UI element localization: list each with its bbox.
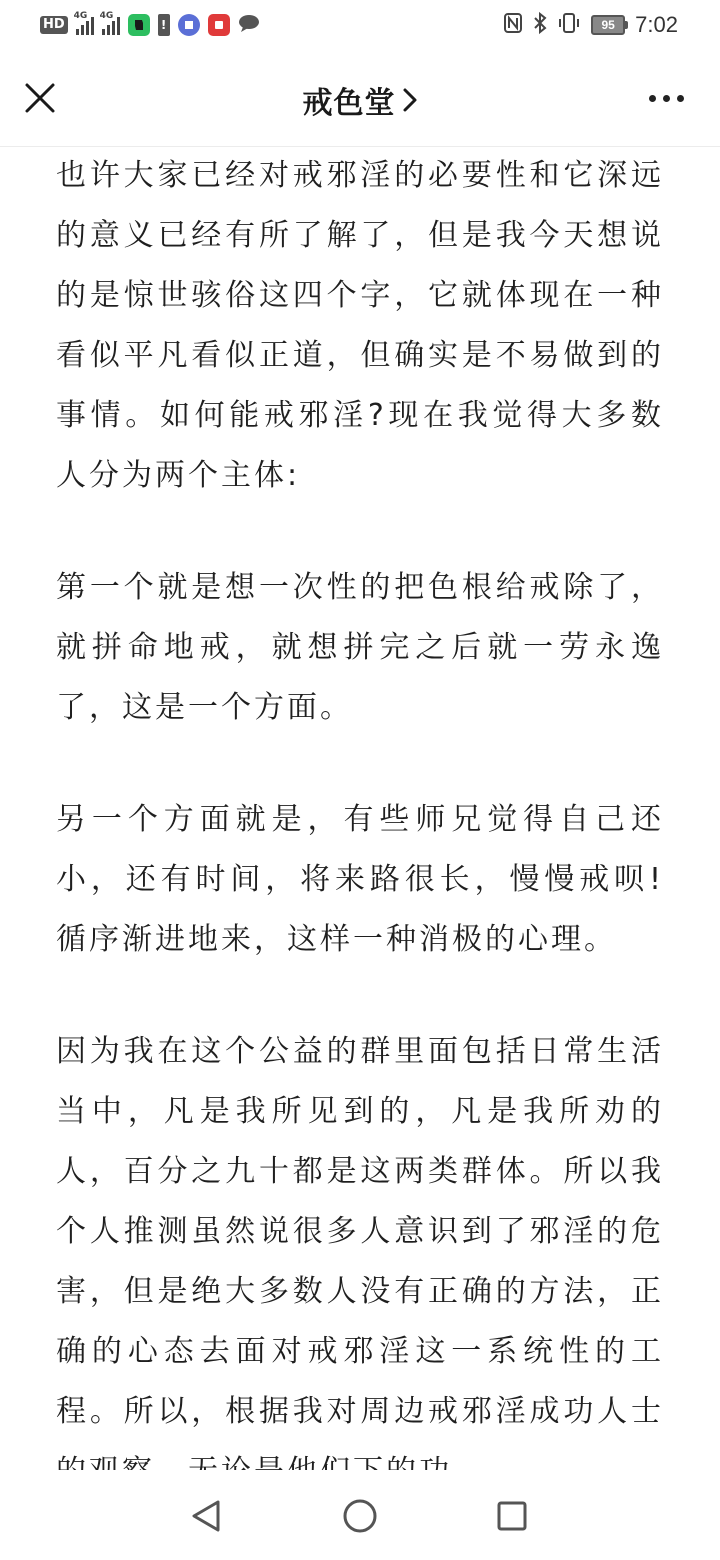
nav-bar (0, 50, 720, 147)
page-title: 戒色堂 (302, 86, 396, 121)
sim2-network-label: 4G (99, 11, 114, 21)
more-dots-icon (649, 95, 656, 102)
recents-button[interactable] (494, 1498, 530, 1534)
home-button[interactable] (342, 1498, 378, 1534)
article-paragraph: 因为我在这个公益的群里面包括日常生活当中，凡是我所见到的，凡是我所劝的人，百分之九十都是这两类群体。所以我个人推测虽然说很多人意识到了邪淫的危害，但是绝大多数人没有正确的方法，正确的心态去面对戒邪淫这一系统性的工程。所以，根据我对周边戒邪淫成功人士 (56, 1034, 664, 1429)
sim-alert-icon: ! (158, 14, 170, 36)
more-button[interactable] (642, 78, 690, 118)
article-paragraph: 第一个就是想一次性的把色根给戒除了，就拼命地戒，就想拼完之后就一劳永逸了，这是一个方面。 (56, 570, 664, 725)
recents-square-icon (496, 1500, 528, 1532)
nfc-icon (503, 12, 523, 39)
article-paragraph: 另一个方面就是，有些师兄觉得自己还小，还有时间，将来路很长，慢慢戒呗!循序渐进地来，这样一种消极的心理。 (56, 802, 664, 957)
bluetooth-icon (533, 12, 547, 39)
article-body[interactable] (56, 146, 664, 1470)
tieba-icon (178, 14, 200, 36)
article-paragraph: 也许大家已经对戒邪淫的必要性和它深远的意义已经有所了解了，但是我今天想说的是惊世骇俗这四个字，它就体现在一种看似平凡看似正道，但确实是不易做到的事情。如何能戒邪淫?现在我觉得大多数人分为两个主体: (56, 158, 664, 493)
back-button[interactable] (188, 1498, 224, 1534)
signal-icon (73, 11, 94, 35)
vibrate-icon (557, 12, 581, 39)
status-left (40, 13, 260, 37)
red-app-icon (208, 14, 230, 36)
evernote-icon (128, 14, 150, 36)
system-nav-bar (0, 1470, 720, 1560)
battery-icon: 95 (591, 15, 625, 35)
account-title-link[interactable] (0, 78, 720, 122)
status-bar (0, 0, 720, 50)
sim1-network-label: 4G (73, 11, 88, 21)
hd-icon: HD (40, 16, 68, 34)
back-triangle-icon (190, 1499, 222, 1533)
chevron-right-icon (402, 86, 418, 114)
clock: 7:02 (635, 12, 678, 37)
status-right (503, 10, 678, 40)
chat-bubble-icon (238, 13, 260, 37)
signal-icon-sim2 (99, 11, 120, 35)
home-circle-icon (342, 1498, 378, 1534)
